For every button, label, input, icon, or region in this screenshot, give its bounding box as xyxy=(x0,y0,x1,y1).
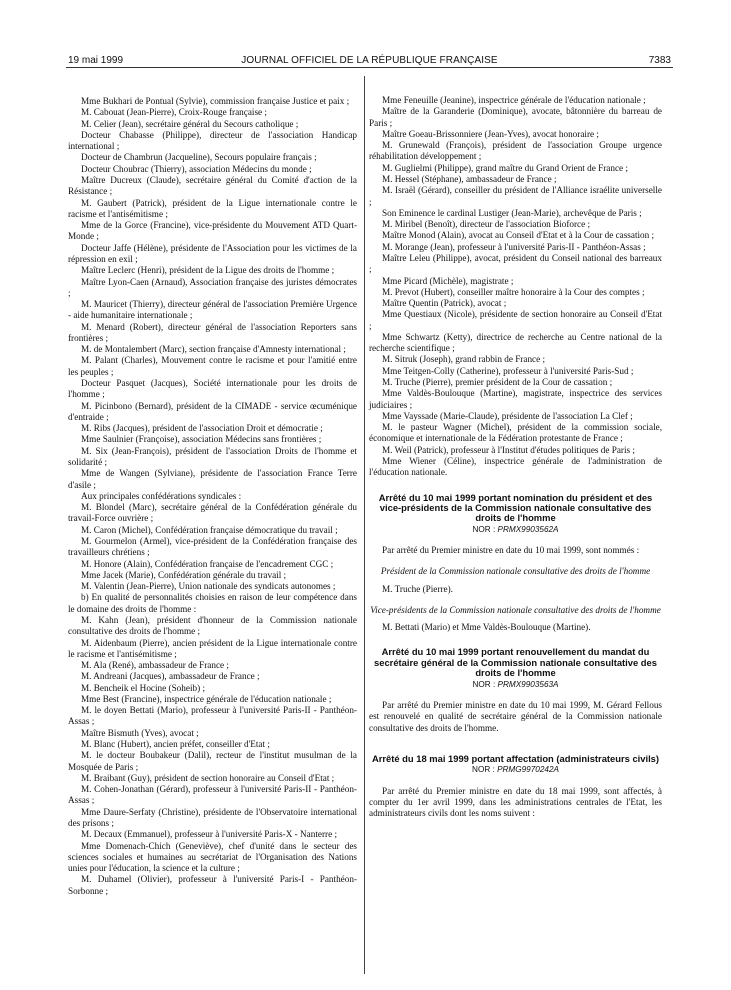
list-item: Mme Valdès-Boulouque (Martine), magistrate, inspectrice des services judiciaires ; xyxy=(369,388,662,410)
list-item: M. Guglielmi (Philippe), grand maître du Grand Orient de France ; xyxy=(382,162,628,173)
arrete-heading: Arrêté du 10 mai 1999 portant renouvellement du mandat du secrétaire général de la Commission nationale consultative des droits de l'homme xyxy=(374,646,657,679)
list-item: M. Menard (Robert), directeur général de l'association Reporters sans frontières ; xyxy=(68,321,357,343)
list-item: Mme Saulnier (Françoise), association Médecins sans frontières ; xyxy=(81,434,322,445)
list-item: M. Bencheik el Hocine (Soheib) ; xyxy=(81,682,205,693)
list-item: M. Prevot (Hubert), conseiller maître honoraire à la Cour des comptes ; xyxy=(382,286,645,297)
list-item: M. Mauricet (Thierry), directeur général de l'association Première Urgence - aide humanitaire internationale ; xyxy=(68,299,357,321)
header-rule xyxy=(66,67,673,68)
list-item: M. Braibant (Guy), président de section honoraire au Conseil d'Etat ; xyxy=(81,772,335,783)
nor-label: NOR : xyxy=(472,765,495,775)
list-item: Maître Ducreux (Claude), secrétaire général du Comité d'action de la Résistance ; xyxy=(68,174,357,197)
list-item: M. Blondel (Marc), secrétaire général de la Confédération générale du travail-Force ouvrière ; xyxy=(68,502,357,524)
right-column xyxy=(369,95,662,819)
list-item: M. Decaux (Emmanuel), professeur à l'université Paris-X - Nanterre ; xyxy=(81,829,338,840)
arrete-intro: Par arrêté du Premier ministre en date du 10 mai 1999, sont nommés : xyxy=(382,545,640,556)
list-item: M. Israël (Gérard), conseiller du président de l'Alliance israélite universelle ; xyxy=(369,185,662,207)
header-date: 19 mai 1999 xyxy=(68,55,124,66)
list-item: Maître Leleu (Philippe), avocat, président du Conseil national des barreaux ; xyxy=(369,252,662,275)
list-item: M. le docteur Boubakeur (Dalil), recteur de l'institut musulman de la Mosquée de Paris ; xyxy=(68,750,357,772)
list-item: Mme Picard (Michèle), magistrate ; xyxy=(382,275,514,286)
list-item: Son Eminence le cardinal Lustiger (Jean-Marie), archevêque de Paris ; xyxy=(382,207,642,218)
nor-reference xyxy=(369,764,662,775)
list-item: M. Hessel (Stéphane), ambassadeur de France ; xyxy=(382,173,557,184)
section-label: Aux principales confédérations syndicales : xyxy=(81,490,242,501)
list-item: Mme Feneuille (Jeanine), inspectrice générale de l'éducation nationale ; xyxy=(382,95,646,105)
list-item: M. Ribs (Jacques), président de l'association Droit et démocratie ; xyxy=(81,423,323,434)
arrete-body: Par arrêté du Premier ministre en date du 10 mai 1999, M. Gérard Fellous est renouvelé en qualité de secrétaire général de la Commission nationale consultative des droits de l'homme. xyxy=(369,699,662,733)
nor-label: NOR : xyxy=(472,524,496,534)
list-item: M. de Montalembert (Marc), section française d'Amnesty international ; xyxy=(81,344,346,355)
list-item: M. Gaubert (Patrick), président de la Ligue internationale contre le racisme et l'antisémitisme ; xyxy=(68,197,357,219)
list-item: M. Cohen-Jonathan (Gérard), professeur à l'université Paris-II - Panthéon-Assas ; xyxy=(68,784,357,806)
list-item: Mme Wiener (Céline), inspectrice générale de l'administration de l'éducation nationale. xyxy=(369,456,662,478)
list-item: Mme Questiaux (Nicole), présidente de section honoraire au Conseil d'Etat ; xyxy=(369,309,662,331)
list-item: M. Truche (Pierre), premier président de la Cour de cassation ; xyxy=(382,377,613,388)
arrete-body: Par arrêté du Premier ministre en date du 18 mai 1999, sont affectés, à compter du 1er avril 1999, dans les administrations centrales de l'Etat, les administrateurs civils dont les noms suivent : xyxy=(369,785,662,819)
list-item: M. Grunewald (François), président de l'association Groupe urgence réhabilitation développement ; xyxy=(369,140,662,162)
column-divider xyxy=(364,76,365,974)
role-holder: M. Truche (Pierre). xyxy=(382,583,453,594)
list-item: M. le doyen Bettati (Mario), professeur à l'université Paris-II - Panthéon-Assas ; xyxy=(68,705,357,727)
list-item: Docteur de Chambrun (Jacqueline), Secours populaire français ; xyxy=(81,152,317,163)
list-item: M. Gourmelon (Armel), vice-président de la Confédération française des travailleurs chrétiens ; xyxy=(68,535,357,558)
arrete-heading: Arrêté du 10 mai 1999 portant nomination du président et des vice-présidents de la Commission nationale consultative des droits de l'homme xyxy=(378,491,653,524)
list-item: Mme Domenach-Chich (Geneviève), chef d'unité dans le secteur des sciences sociales et humaines au secrétariat de l'Organisation des Nations unies pour l'éducation, la science et la culture ; xyxy=(68,840,357,874)
list-item: M. Ala (René), ambassadeur de France ; xyxy=(81,660,229,671)
list-item: M. Morange (Jean), professeur à l'université Paris-II - Panthéon-Assas ; xyxy=(382,241,646,252)
nor-reference xyxy=(369,679,662,690)
list-item: M. Cabouat (Jean-Pierre), Croix-Rouge française ; xyxy=(81,107,267,118)
nor-code: PRMG9970242A xyxy=(497,765,559,775)
list-item: Maître de la Garanderie (Dominique), avocate, bâtonnière du barreau de Paris ; xyxy=(369,106,662,128)
list-item: Maître Bismuth (Yves), avocat ; xyxy=(81,727,199,738)
list-item: Docteur Jaffe (Hélène), présidente de l'Association pour les victimes de la répression en exil ; xyxy=(68,242,357,264)
list-item: Mme Teitgen-Colly (Catherine), professeur à l'université Paris-Sud ; xyxy=(382,365,634,376)
list-item: M. Picinbono (Bernard), président de la CIMADE - service œcuménique d'entraide ; xyxy=(68,400,357,422)
nor-label: NOR : xyxy=(472,679,496,689)
list-item: Docteur Pasquet (Jacques), Société internationale pour les droits de l'homme ; xyxy=(68,378,357,400)
list-item: Mme Jacek (Marie), Confédération générale du travail ; xyxy=(81,569,287,580)
list-item: Maître Quentin (Patrick), avocat ; xyxy=(382,298,507,309)
list-item: Maître Leclerc (Henri), président de la Ligue des droits de l'homme ; xyxy=(81,265,335,276)
list-item: Docteur Choubrac (Thierry), association Médecins du monde ; xyxy=(81,163,312,174)
list-item: M. le pasteur Wagner (Michel), président de la commission sociale, économique et internationale de la Fédération protestante de France ; xyxy=(369,422,662,444)
list-item: Mme Schwartz (Ketty), directrice de recherche au Centre national de la recherche scientifique ; xyxy=(369,331,662,354)
list-item: M. Miribel (Benoît), directeur de l'association Bioforce ; xyxy=(382,219,591,230)
list-item: M. Valentin (Jean-Pierre), Union nationale des syndicats autonomes ; xyxy=(81,581,336,592)
list-item: M. Caron (Michel), Confédération française démocratique du travail ; xyxy=(81,524,338,535)
list-item: Mme Daure-Serfaty (Christine), présidente de l'Observatoire international des prisons ; xyxy=(68,806,357,828)
role-holder: M. Bettati (Mario) et Mme Valdès-Boulouque (Martine). xyxy=(382,622,591,633)
list-item: M. Kahn (Jean), président d'honneur de la Commission nationale consultative des droits de l'homme ; xyxy=(68,614,357,637)
list-item: Mme Vayssade (Marie-Claude), présidente de l'association La Clef ; xyxy=(382,410,633,421)
list-item: Maître Lyon-Caen (Arnaud), Association française des juristes démocrates ; xyxy=(68,276,357,298)
list-item: M. Celier (Jean), secrétaire général du Secours catholique ; xyxy=(81,118,299,129)
list-item: Docteur Chabasse (Philippe), directeur de l'association Handicap international ; xyxy=(68,129,357,152)
list-item: M. Palant (Charles), Mouvement contre le racisme et pour l'amitié entre les peuples ; xyxy=(68,355,357,377)
section-label: b) En qualité de personnalités choisies en raison de leur compétence dans le domaine des droits de l'homme : xyxy=(68,592,357,614)
list-item: M. Blanc (Hubert), ancien préfet, conseiller d'Etat ; xyxy=(81,739,270,750)
list-item: M. Andreani (Jacques), ambassadeur de France ; xyxy=(81,671,260,682)
list-item: Mme de Wangen (Sylviane), présidente de l'association France Terre d'asile ; xyxy=(68,468,357,490)
list-item: M. Honore (Alain), Confédération française de l'encadrement CGC ; xyxy=(81,558,334,569)
list-item: Maître Goeau-Brissonniere (Jean-Yves), avocat honoraire ; xyxy=(382,128,599,139)
list-item: Mme de la Gorce (Francine), vice-présidente du Mouvement ATD Quart-Monde ; xyxy=(68,220,357,242)
role-title: Vice-présidents de la Commission nationale consultative des droits de l'homme xyxy=(370,604,661,615)
nor-reference xyxy=(369,524,662,535)
role-title: Président de la Commission nationale consultative des droits de l'homme xyxy=(380,566,651,577)
list-item: M. Six (Jean-François), président de l'association Droits de l'homme et solidarité ; xyxy=(68,445,357,467)
nor-code: PRMX9903562A xyxy=(497,524,559,534)
list-item: Mme Best (Francine), inspectrice générale de l'éducation nationale ; xyxy=(81,693,332,704)
header-title: JOURNAL OFFICIEL DE LA RÉPUBLIQUE FRANÇAISE xyxy=(241,55,498,66)
list-item: M. Aidenbaum (Pierre), ancien président de la Ligue internationale contre le racisme et l'antisémitisme ; xyxy=(68,637,357,659)
list-item: M. Weil (Patrick), professeur à l'Institut d'études politiques de Paris ; xyxy=(382,444,635,455)
page-header xyxy=(68,52,671,68)
list-item: Mme Bukhari de Pontual (Sylvie), commission française Justice et paix ; xyxy=(81,96,350,106)
list-item: M. Sitruk (Joseph), grand rabbin de France ; xyxy=(382,354,546,365)
list-item: M. Duhamel (Olivier), professeur à l'université Paris-I - Panthéon-Sorbonne ; xyxy=(68,874,357,896)
left-column xyxy=(68,96,357,897)
arrete-heading: Arrêté du 18 mai 1999 portant affectation (administrateurs civils) xyxy=(371,752,660,764)
page-number: 7383 xyxy=(648,55,671,66)
list-item: Maître Monod (Alain), avocat au Conseil d'Etat et à la Cour de cassation ; xyxy=(382,230,655,241)
nor-code: PRMX9903563A xyxy=(497,679,559,689)
